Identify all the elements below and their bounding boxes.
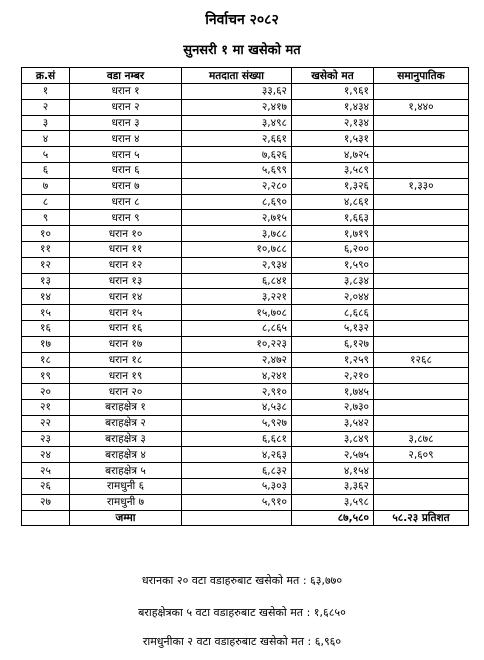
voters-cell: ६,८३२ bbox=[182, 463, 292, 479]
serial-cell: १३ bbox=[22, 273, 70, 289]
ward-cell: बराहक्षेत्र २ bbox=[70, 415, 182, 431]
serial-cell: २५ bbox=[22, 463, 70, 479]
table-row bbox=[22, 320, 469, 336]
serial-cell: ७ bbox=[22, 178, 70, 194]
ward-cell: बराहक्षेत्र १ bbox=[70, 399, 182, 415]
total-row bbox=[22, 510, 469, 526]
ward-cell: धरान १८ bbox=[70, 352, 182, 368]
voters-cell: २,६६१ bbox=[182, 131, 292, 147]
header-serial: क्र.सं bbox=[22, 68, 70, 84]
table-row bbox=[22, 273, 469, 289]
proportional-cell bbox=[374, 147, 469, 163]
serial-cell: १८ bbox=[22, 352, 70, 368]
ward-cell: धरान १६ bbox=[70, 320, 182, 336]
proportional-cell: १२६८ bbox=[374, 352, 469, 368]
voters-cell: ८,६९० bbox=[182, 194, 292, 210]
table-row bbox=[22, 336, 469, 352]
table-row bbox=[22, 415, 469, 431]
total-percent: ५८.२३ प्रतिशत bbox=[374, 510, 469, 526]
votes-cell: ३,३६२ bbox=[292, 478, 374, 494]
table-row bbox=[22, 194, 469, 210]
table-row bbox=[22, 131, 469, 147]
table-row bbox=[22, 463, 469, 479]
proportional-cell bbox=[374, 115, 469, 131]
proportional-cell bbox=[374, 241, 469, 257]
ward-cell: धरान ५ bbox=[70, 147, 182, 163]
voters-cell: ५,३०३ bbox=[182, 478, 292, 494]
table-row bbox=[22, 84, 469, 100]
serial-cell: ५ bbox=[22, 147, 70, 163]
voters-cell: २,४७२ bbox=[182, 352, 292, 368]
voters-cell: ३,७८८ bbox=[182, 226, 292, 242]
votes-cell: ५,१३२ bbox=[292, 320, 374, 336]
ward-cell: धरान ६ bbox=[70, 162, 182, 178]
table-row bbox=[22, 289, 469, 305]
serial-cell: ३ bbox=[22, 115, 70, 131]
proportional-cell bbox=[374, 84, 469, 100]
votes-cell: १,३२६ bbox=[292, 178, 374, 194]
proportional-cell bbox=[374, 368, 469, 384]
table-row bbox=[22, 257, 469, 273]
proportional-cell bbox=[374, 289, 469, 305]
serial-cell: ६ bbox=[22, 162, 70, 178]
ward-cell: रामधुनी ७ bbox=[70, 494, 182, 510]
proportional-cell bbox=[374, 320, 469, 336]
serial-cell: २२ bbox=[22, 415, 70, 431]
table-row bbox=[22, 478, 469, 494]
proportional-cell bbox=[374, 194, 469, 210]
votes-cell: १,६६३ bbox=[292, 210, 374, 226]
serial-cell: १४ bbox=[22, 289, 70, 305]
page-title: निर्वाचन २०८२ bbox=[205, 12, 279, 28]
votes-cell: २,१३४ bbox=[292, 115, 374, 131]
votes-cell: १,७१९ bbox=[292, 226, 374, 242]
ward-cell: धरान ७ bbox=[70, 178, 182, 194]
table-row bbox=[22, 162, 469, 178]
total-serial-cell bbox=[22, 510, 70, 526]
voters-cell: २,९१० bbox=[182, 384, 292, 400]
voters-cell: २,४१७ bbox=[182, 99, 292, 115]
page-subtitle: सुनसरी १ मा खसेको मत bbox=[183, 43, 301, 58]
table-row bbox=[22, 147, 469, 163]
votes-cell: १,४३४ bbox=[292, 99, 374, 115]
proportional-cell bbox=[374, 494, 469, 510]
voters-cell: २,७१५ bbox=[182, 210, 292, 226]
table-row bbox=[22, 178, 469, 194]
voters-cell: १०,७८८ bbox=[182, 241, 292, 257]
total-voters-cell bbox=[182, 510, 292, 526]
votes-cell: ८,६८६ bbox=[292, 305, 374, 321]
votes-cell: ३,८३४ bbox=[292, 273, 374, 289]
proportional-cell bbox=[374, 257, 469, 273]
proportional-cell bbox=[374, 399, 469, 415]
table-row bbox=[22, 368, 469, 384]
ward-cell: धरान ९ bbox=[70, 210, 182, 226]
proportional-cell bbox=[374, 384, 469, 400]
proportional-cell: ३,८७८ bbox=[374, 431, 469, 447]
ward-cell: रामधुनी ६ bbox=[70, 478, 182, 494]
votes-cell: ६,१२७ bbox=[292, 336, 374, 352]
ward-cell: धरान ४ bbox=[70, 131, 182, 147]
votes-cell: २,७३० bbox=[292, 399, 374, 415]
serial-cell: २१ bbox=[22, 399, 70, 415]
table-row bbox=[22, 494, 469, 510]
total-label: जम्मा bbox=[70, 510, 182, 526]
table-row bbox=[22, 447, 469, 463]
proportional-cell bbox=[374, 463, 469, 479]
serial-cell: १५ bbox=[22, 305, 70, 321]
serial-cell: १६ bbox=[22, 320, 70, 336]
votes-cell: १,५९० bbox=[292, 257, 374, 273]
total-votes: ८७,५८० bbox=[292, 510, 374, 526]
table-row bbox=[22, 99, 469, 115]
votes-cell: ३,८४९ bbox=[292, 431, 374, 447]
proportional-cell: १,४४० bbox=[374, 99, 469, 115]
votes-table bbox=[21, 67, 469, 526]
header-voters: मतदाता संख्या bbox=[182, 68, 292, 84]
serial-cell: १२ bbox=[22, 257, 70, 273]
voters-cell: ५,९२७ bbox=[182, 415, 292, 431]
serial-cell: ८ bbox=[22, 194, 70, 210]
voters-cell: ३३,६२ bbox=[182, 84, 292, 100]
ward-cell: बराहक्षेत्र ५ bbox=[70, 463, 182, 479]
voters-cell: ६,८४१ bbox=[182, 273, 292, 289]
serial-cell: १९ bbox=[22, 368, 70, 384]
voters-cell: ५,९१० bbox=[182, 494, 292, 510]
proportional-cell bbox=[374, 273, 469, 289]
ward-cell: धरान १३ bbox=[70, 273, 182, 289]
votes-cell: २,०४४ bbox=[292, 289, 374, 305]
ward-cell: धरान ११ bbox=[70, 241, 182, 257]
voters-cell: ४,२६३ bbox=[182, 447, 292, 463]
table-row bbox=[22, 210, 469, 226]
votes-cell: १,९६१ bbox=[292, 84, 374, 100]
voters-cell: १५,७०८ bbox=[182, 305, 292, 321]
votes-cell: २,५७५ bbox=[292, 447, 374, 463]
table-row bbox=[22, 226, 469, 242]
table-row bbox=[22, 384, 469, 400]
table-row bbox=[22, 431, 469, 447]
header-ward: वडा नम्बर bbox=[70, 68, 182, 84]
summary-dharan: धरानका २० वटा वडाहरुबाट खसेको मत : ६३,७७० bbox=[141, 574, 343, 587]
ward-cell: बराहक्षेत्र ४ bbox=[70, 447, 182, 463]
table-row bbox=[22, 352, 469, 368]
serial-cell: २० bbox=[22, 384, 70, 400]
table-row bbox=[22, 399, 469, 415]
ward-cell: धरान ३ bbox=[70, 115, 182, 131]
table-row bbox=[22, 115, 469, 131]
votes-cell: ३,५८९ bbox=[292, 162, 374, 178]
serial-cell: ११ bbox=[22, 241, 70, 257]
votes-cell: ३,५४२ bbox=[292, 415, 374, 431]
ward-cell: धरान ८ bbox=[70, 194, 182, 210]
ward-cell: धरान १० bbox=[70, 226, 182, 242]
ward-cell: धरान २० bbox=[70, 384, 182, 400]
voters-cell: १०,२२३ bbox=[182, 336, 292, 352]
voters-cell: ३,४९८ bbox=[182, 115, 292, 131]
proportional-cell bbox=[374, 478, 469, 494]
proportional-cell bbox=[374, 131, 469, 147]
serial-cell: २३ bbox=[22, 431, 70, 447]
voters-cell: ३,२२१ bbox=[182, 289, 292, 305]
ward-cell: धरान १ bbox=[70, 84, 182, 100]
summary-ramdhuni: रामधुनीका २ वटा वडाहरुबाट खसेको मत : ६,९६० bbox=[142, 635, 342, 648]
proportional-cell bbox=[374, 305, 469, 321]
serial-cell: १७ bbox=[22, 336, 70, 352]
serial-cell: २ bbox=[22, 99, 70, 115]
serial-cell: ४ bbox=[22, 131, 70, 147]
voters-cell: ८,८६५ bbox=[182, 320, 292, 336]
voters-cell: ४,२४१ bbox=[182, 368, 292, 384]
proportional-cell bbox=[374, 226, 469, 242]
voters-cell: ५,६९९ bbox=[182, 162, 292, 178]
serial-cell: १० bbox=[22, 226, 70, 242]
votes-cell: ४,१५४ bbox=[292, 463, 374, 479]
ward-cell: धरान १२ bbox=[70, 257, 182, 273]
proportional-cell: १,३३० bbox=[374, 178, 469, 194]
summary-barahakshetra: बराहक्षेत्रका ५ वटा वडाहरुबाट खसेको मत : १,६८५० bbox=[138, 606, 346, 619]
votes-cell: ४,८६१ bbox=[292, 194, 374, 210]
ward-cell: धरान १५ bbox=[70, 305, 182, 321]
ward-cell: धरान १४ bbox=[70, 289, 182, 305]
serial-cell: २७ bbox=[22, 494, 70, 510]
votes-cell: ६,२०० bbox=[292, 241, 374, 257]
serial-cell: २६ bbox=[22, 478, 70, 494]
serial-cell: ९ bbox=[22, 210, 70, 226]
votes-cell: १,७४५ bbox=[292, 384, 374, 400]
voters-cell: ७,६२६ bbox=[182, 147, 292, 163]
voters-cell: २,९३४ bbox=[182, 257, 292, 273]
proportional-cell bbox=[374, 336, 469, 352]
proportional-cell bbox=[374, 415, 469, 431]
votes-cell: २,२१० bbox=[292, 368, 374, 384]
votes-cell: ३,५९८ bbox=[292, 494, 374, 510]
ward-cell: धरान २ bbox=[70, 99, 182, 115]
serial-cell: १ bbox=[22, 84, 70, 100]
header-votes-cast: खसेको मत bbox=[292, 68, 374, 84]
ward-cell: धरान १९ bbox=[70, 368, 182, 384]
table-header-row bbox=[22, 68, 469, 84]
table-row bbox=[22, 241, 469, 257]
votes-cell: १,२५९ bbox=[292, 352, 374, 368]
serial-cell: २४ bbox=[22, 447, 70, 463]
voters-cell: ६,६८१ bbox=[182, 431, 292, 447]
voters-cell: ४,५३८ bbox=[182, 399, 292, 415]
ward-cell: बराहक्षेत्र ३ bbox=[70, 431, 182, 447]
proportional-cell bbox=[374, 210, 469, 226]
table-row bbox=[22, 305, 469, 321]
proportional-cell bbox=[374, 162, 469, 178]
proportional-cell: २,६०९ bbox=[374, 447, 469, 463]
header-proportional: समानुपातिक bbox=[374, 68, 469, 84]
votes-cell: १,५३१ bbox=[292, 131, 374, 147]
ward-cell: धरान १७ bbox=[70, 336, 182, 352]
voters-cell: २,२८० bbox=[182, 178, 292, 194]
votes-cell: ४,७२५ bbox=[292, 147, 374, 163]
